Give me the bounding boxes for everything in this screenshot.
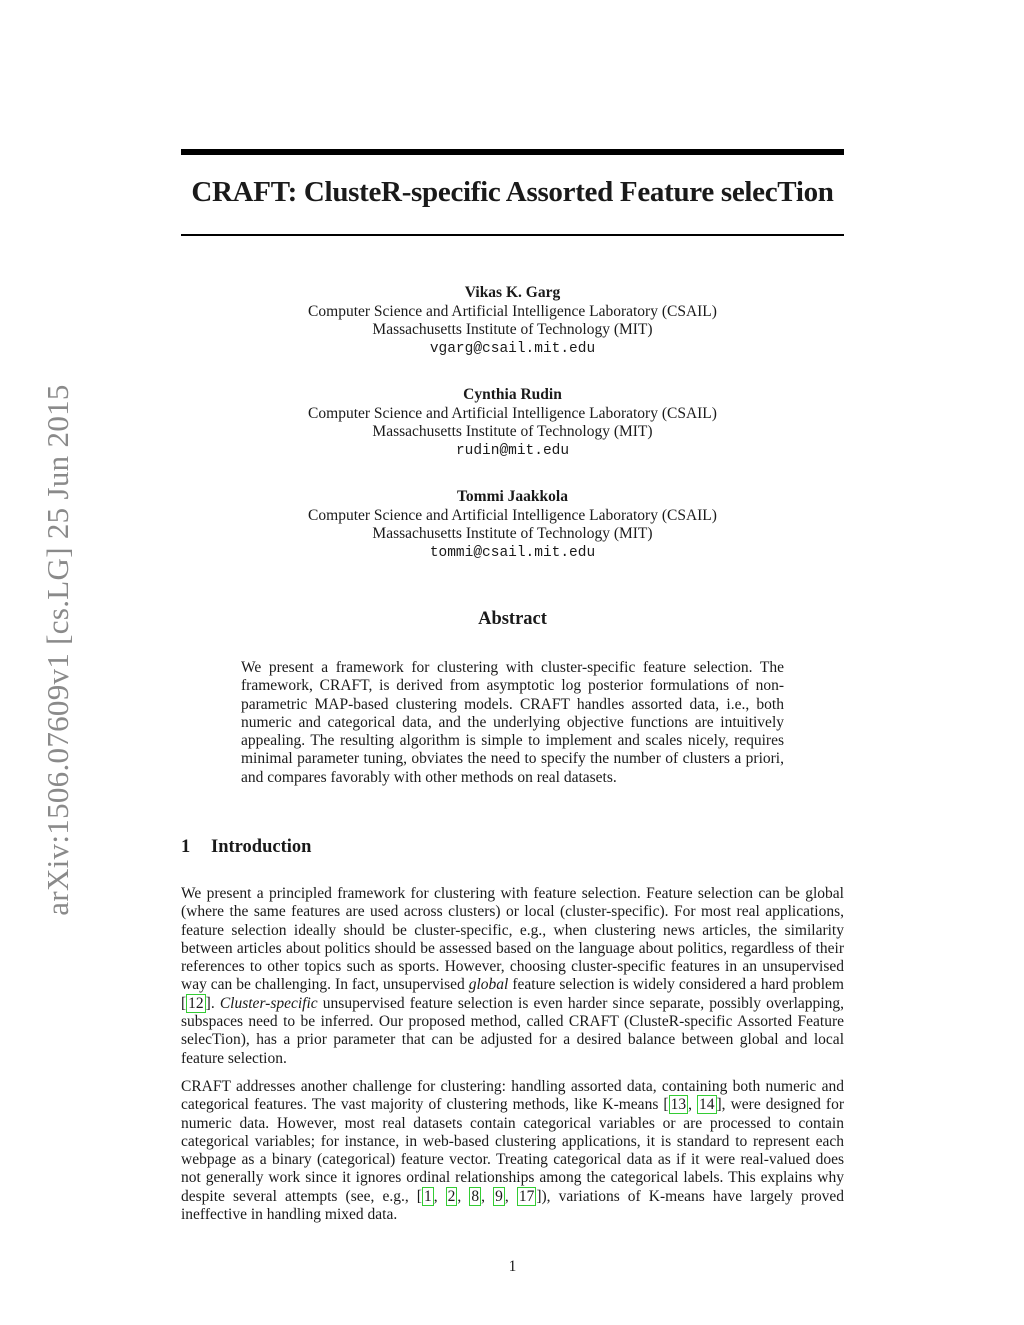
author-institution: Massachusetts Institute of Technology (MIT): [372, 423, 653, 440]
section-number: 1: [181, 837, 191, 857]
author-affiliation: Computer Science and Artificial Intelligence Laboratory (CSAIL): [308, 506, 717, 524]
section-title: Introduction: [211, 837, 312, 857]
arxiv-stamp: arXiv:1506.07609v1 [cs.LG] 25 Jun 2015: [40, 384, 75, 916]
text-run: feature selection is widely considered a hard problem [: [181, 976, 844, 1012]
title-rule-bottom: [181, 234, 844, 236]
intro-paragraph-2: [181, 1078, 844, 1224]
text-run: ], were designed for numeric data. However, most real datasets contain categorical variables or are processed to contain categorical variables; for instance, in web-based clustering applications, it is standard to represent each webpage as a binary (categorical) feature vector. Treating categorical data as if it were real-valued does not generally work since it ignores ordinal relationships among the categorical labels. This explains why despite several attempts (see, e.g., [: [181, 1096, 845, 1205]
text-run: ,: [504, 1187, 517, 1205]
text-run: ,: [688, 1096, 698, 1114]
title-rule-top: [181, 149, 844, 155]
text-run: ]), variations of K-means have largely proved ineffective in handling mixed data.: [181, 1187, 845, 1224]
author-email[interactable]: rudin@mit.edu: [455, 442, 570, 459]
author-institution: Massachusetts Institute of Technology (MIT): [372, 525, 653, 542]
author-affiliation: Computer Science and Artificial Intelligence Laboratory (CSAIL): [308, 302, 717, 320]
author-name: Vikas K. Garg: [464, 284, 561, 301]
author-block: [181, 386, 844, 460]
citation-link[interactable]: 12: [188, 994, 204, 1012]
author-name: Cynthia Rudin: [463, 386, 562, 403]
text-run: CRAFT addresses another challenge for clustering: handling assorted data, containing both numeric and categorical features. The vast majority of clustering methods, like K-means [: [181, 1078, 844, 1114]
emphasis: Cluster-specific: [219, 994, 318, 1012]
citation-link[interactable]: 1: [423, 1187, 432, 1205]
citation-link[interactable]: 9: [495, 1187, 503, 1205]
text-run: unsupervised feature selection is even harder since separate, possibly overlapping, subspaces need to be inferred. Our proposed method, called CRAFT (ClusteR-specific Assorted Feature selecTion), has a prior parameter that can be adjusted for a desired balance between global and local feature selection.: [181, 994, 844, 1067]
citation-link[interactable]: 8: [471, 1187, 480, 1205]
abstract-heading: Abstract: [478, 609, 547, 629]
citation-link[interactable]: 2: [447, 1187, 456, 1205]
text-run: ,: [433, 1187, 446, 1205]
page-number: 1: [508, 1258, 517, 1275]
emphasis: global: [468, 976, 509, 994]
author-affiliation: Computer Science and Artificial Intelligence Laboratory (CSAIL): [308, 404, 717, 422]
paper-title: CRAFT: ClusteR-specific Assorted Feature selecTion: [191, 176, 834, 208]
citation-link[interactable]: 14: [699, 1096, 715, 1114]
author-block: [181, 488, 844, 562]
author-block: [181, 284, 844, 358]
text-run: We present a principled framework for clustering with feature selection. Feature selection can be global (where the same features are used across clusters) or local (cluster-specific). For most real applications, feature selection ideally should be cluster-specific, e.g., when clustering news articles, the similarity between articles about politics should be assessed based on the language about politics, regardless of their references to other topics such as sports. However, choosing cluster-specific features in an unsupervised way can be challenging. In fact, unsupervised: [181, 885, 844, 994]
text-run: ].: [205, 994, 220, 1012]
text-run: ,: [481, 1187, 494, 1205]
author-email[interactable]: vgarg@csail.mit.edu: [429, 340, 596, 357]
intro-paragraph-1: [181, 885, 844, 1068]
author-email[interactable]: tommi@csail.mit.edu: [429, 544, 596, 561]
citation-link[interactable]: 17: [518, 1187, 535, 1205]
section-heading: [181, 837, 311, 858]
author-name: Tommi Jaakkola: [457, 488, 568, 505]
abstract-text: We present a framework for clustering with cluster-specific feature selection. The framework, CRAFT, is derived from asymptotic log posterior formulations of non-parametric MAP-based clustering models. CRAFT handles assorted data, i.e., both numeric and categorical data, and the underlying objective functions are intuitively appealing. The resulting algorithm is simple to implement and scales nicely, requires minimal parameter tuning, obviates the need to specify the number of clusters a priori, and compares favorably with other methods on real datasets.: [241, 659, 784, 786]
author-institution: Massachusetts Institute of Technology (MIT): [372, 321, 653, 338]
citation-link[interactable]: 13: [670, 1096, 687, 1114]
text-run: ,: [457, 1187, 470, 1205]
